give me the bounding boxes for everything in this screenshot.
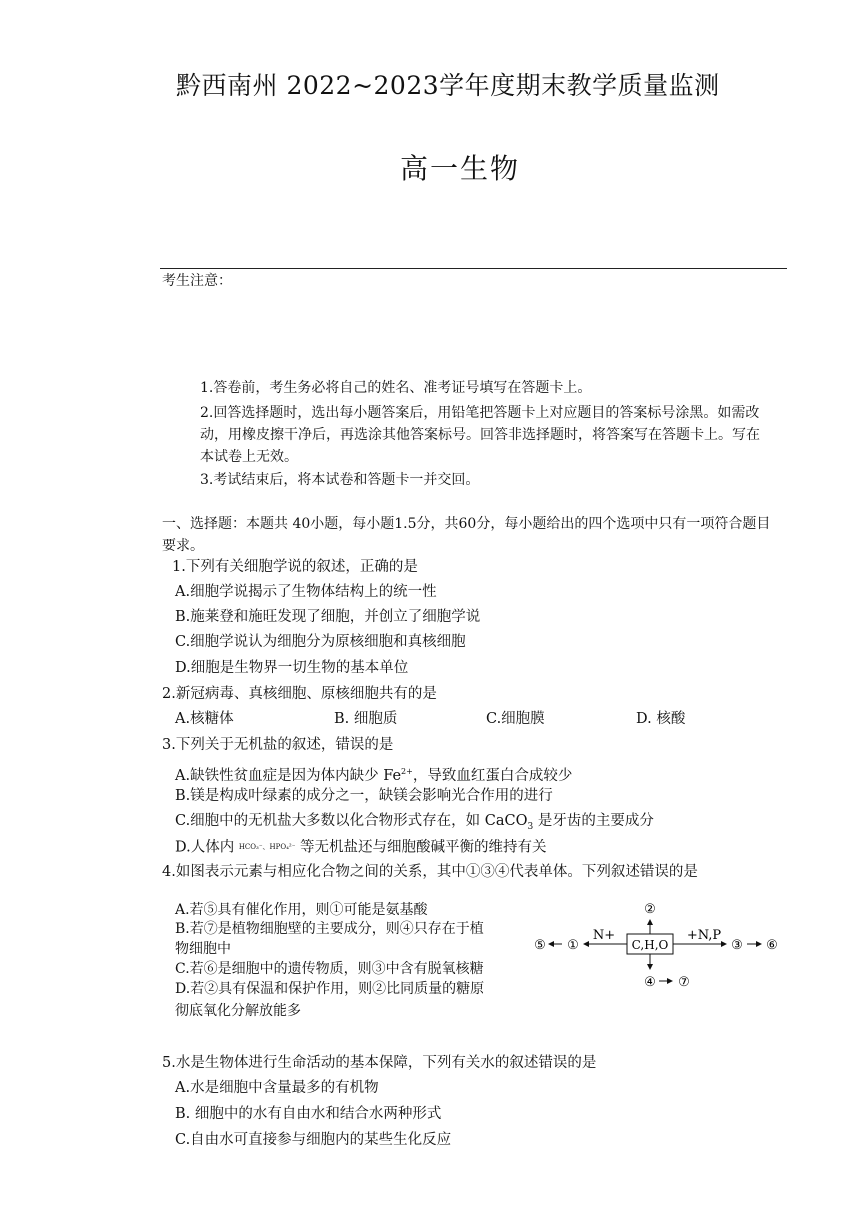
instruction-1: 1.答卷前，考生务必将自己的姓名、准考证号填写在答题卡上。 bbox=[200, 380, 592, 396]
node-6: ⑥ bbox=[766, 938, 778, 953]
exam-title: 黔西南州 2022~2023学年度期末教学质量监测 bbox=[176, 71, 720, 100]
section-heading-line-1: 一、选择题：本题共 40小题，每小题1.5分，共60分，每小题给出的四个选项中只有一项符合题目 bbox=[162, 516, 771, 532]
question-4-stem: 4.如图表示元素与相应化合物之间的关系，其中①③④代表单体。下列叙述错误的是 bbox=[162, 864, 698, 880]
instruction-2-line-2: 动，用橡皮擦干净后，再选涂其他答案标号。回答非选择题时，将答案写在答题卡上。写在 bbox=[200, 427, 760, 443]
question-3-option-d-tail: 等无机盐还与细胞酸碱平衡的维持有关 bbox=[300, 839, 547, 856]
question-3-option-b: B.镁是构成叶绿素的成分之一，缺镁会影响光合作用的进行 bbox=[175, 788, 553, 804]
question-1-option-a: A.细胞学说揭示了生物体结构上的统一性 bbox=[175, 584, 437, 600]
exam-subject: 高一生物 bbox=[400, 152, 521, 185]
question-1-option-b: B.施莱登和施旺发现了细胞，并创立了细胞学说 bbox=[175, 609, 481, 625]
iron-charge: 2+ bbox=[401, 767, 413, 776]
question-4-option-b-line-1: B.若⑦是植物细胞壁的主要成分，则④只存在于植 bbox=[175, 921, 484, 937]
question-3-stem: 3.下列关于无机盐的叙述，错误的是 bbox=[162, 737, 394, 753]
question-1-option-c: C.细胞学说认为细胞分为原核细胞和真核细胞 bbox=[175, 634, 466, 650]
question-3-option-c-text: C.细胞中的无机盐大多数以化合物形式存在，如 CaCO bbox=[175, 813, 528, 829]
label-n-p: +N,P bbox=[686, 928, 722, 943]
question-4-option-d-line-2: 彻底氧化分解放能多 bbox=[175, 1003, 301, 1019]
question-2-option-a: A.核糖体 bbox=[175, 711, 234, 727]
question-3-option-d bbox=[175, 835, 547, 861]
node-2: ② bbox=[644, 902, 656, 917]
node-7: ⑦ bbox=[678, 975, 690, 990]
question-2-stem: 2.新冠病毒、真核细胞、原核细胞共有的是 bbox=[162, 686, 437, 702]
node-3: ③ bbox=[731, 938, 743, 953]
instruction-2-line-1: 2.回答选择题时，选出每小题答案后，用铅笔把答题卡上对应题目的答案标号涂黑。如需改 bbox=[200, 405, 760, 421]
carbonate-subscript: 3 bbox=[527, 821, 534, 832]
question-2-option-b: B. 细胞质 bbox=[334, 711, 398, 727]
question-3-option-a-tail: ，导致血红蛋白合成较少 bbox=[412, 767, 573, 784]
ion-formulas: HCO₃⁻、HPO₄²⁻ bbox=[238, 843, 296, 851]
question-4-option-a: A.若⑤具有催化作用，则①可能是氨基酸 bbox=[175, 902, 428, 918]
label-n-plus: N+ bbox=[592, 928, 616, 943]
question-3-option-d-text: D.人体内 bbox=[175, 839, 235, 856]
instruction-3: 3.考试结束后，将本试卷和答题卡一并交回。 bbox=[200, 472, 480, 488]
question-4-option-b-line-2: 物细胞中 bbox=[175, 941, 231, 957]
question-2-option-c: C.细胞膜 bbox=[486, 711, 545, 727]
question-5-option-c: C.自由水可直接参与细胞内的某些生化反应 bbox=[175, 1132, 452, 1148]
element-box-label: C,H,O bbox=[631, 938, 669, 952]
question-3-option-a-text: A.缺铁性贫血症是因为体内缺少 Fe bbox=[175, 767, 402, 784]
element-compound-diagram bbox=[532, 896, 784, 996]
question-3-option-c-tail: 是牙齿的主要成分 bbox=[533, 813, 654, 829]
node-4: ④ bbox=[644, 975, 656, 990]
divider-line bbox=[160, 268, 787, 269]
question-1-stem: 1.下列有关细胞学说的叙述，正确的是 bbox=[172, 559, 418, 575]
section-heading-line-2: 要求。 bbox=[162, 538, 204, 554]
question-5-stem: 5.水是生物体进行生命活动的基本保障，下列有关水的叙述错误的是 bbox=[162, 1055, 597, 1071]
node-1: ① bbox=[567, 938, 579, 953]
question-2-option-d: D. 核酸 bbox=[636, 711, 686, 727]
question-4-option-c: C.若⑥是细胞中的遗传物质，则③中含有脱氧核糖 bbox=[175, 961, 484, 977]
question-5-option-a: A.水是细胞中含量最多的有机物 bbox=[175, 1080, 379, 1096]
node-5: ⑤ bbox=[534, 938, 546, 953]
question-1-option-d: D.细胞是生物界一切生物的基本单位 bbox=[175, 660, 409, 676]
instruction-2-line-3: 本试卷上无效。 bbox=[200, 449, 298, 465]
question-4-option-d-line-1: D.若②具有保温和保护作用，则②比同质量的糖原 bbox=[175, 981, 485, 997]
question-5-option-b: B. 细胞中的水有自由水和结合水两种形式 bbox=[175, 1106, 442, 1122]
notice-label: 考生注意： bbox=[162, 273, 232, 289]
